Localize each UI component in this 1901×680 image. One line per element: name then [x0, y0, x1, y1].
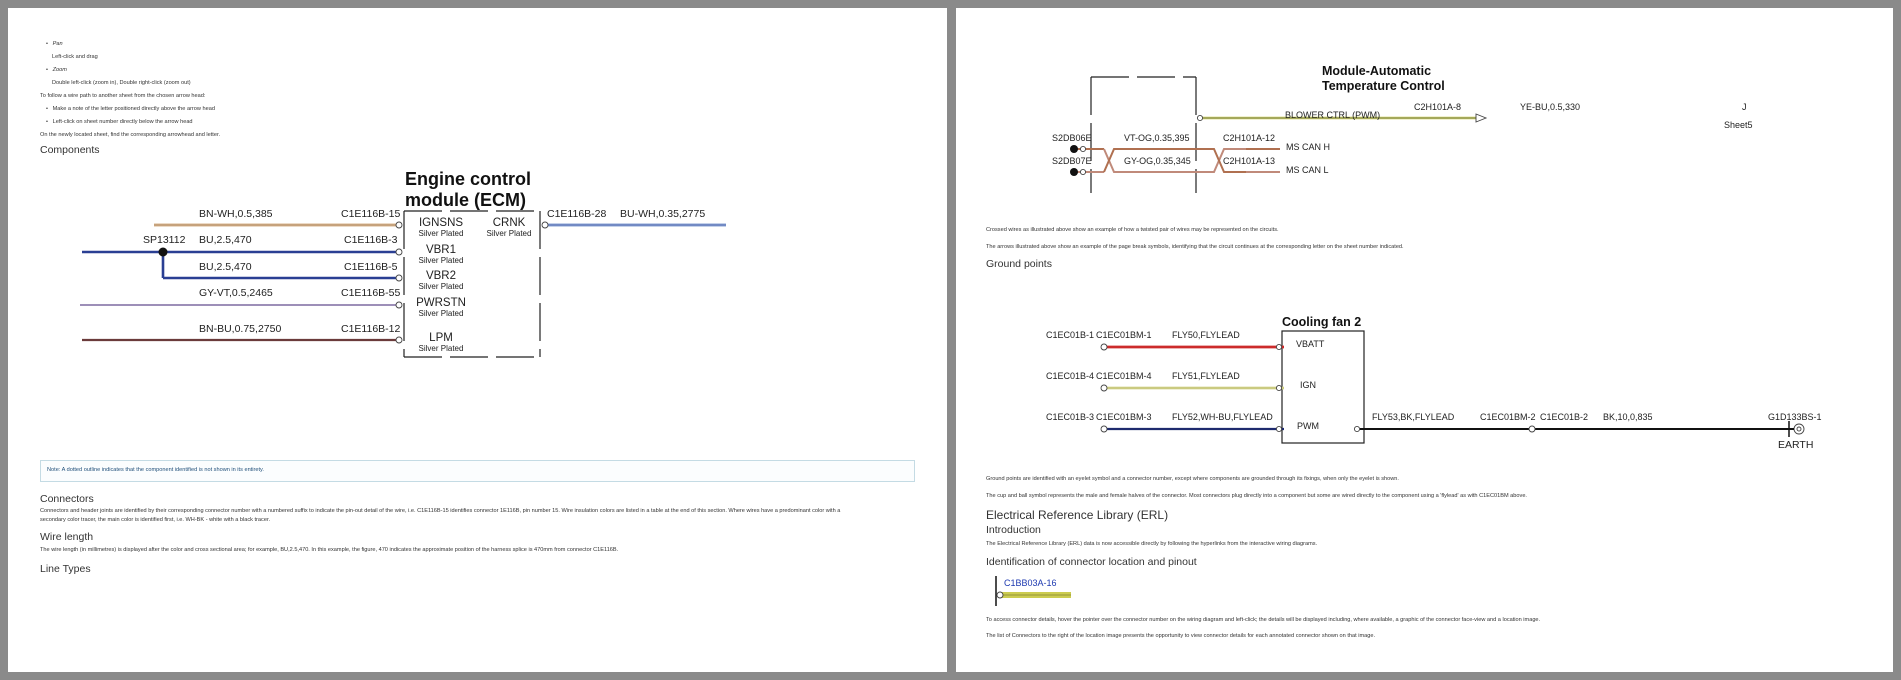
wire-label: GY-OG,0.35,345	[1124, 156, 1191, 166]
connector-label[interactable]: C1E116B-12	[341, 323, 401, 335]
pin-vbr1: VBR1 Silver Plated	[418, 244, 464, 265]
pin-vbr2: VBR2 Silver Plated	[418, 270, 464, 291]
pin-ms-can-l: MS CAN L	[1286, 165, 1329, 175]
line-types-heading: Line Types	[40, 563, 91, 575]
introduction-text: The Electrical Reference Library (ERL) data is now accessible directly by following the hyperlinks from the interactive wiring diagrams.	[986, 541, 1318, 547]
splice-label: S2DB06E	[1052, 133, 1092, 143]
follow-step-2: • Left-click on sheet number directly below the arrow head	[46, 119, 193, 125]
pin-ignsns: IGNSNS Silver Plated	[418, 217, 464, 238]
wire-label: FLY53,BK,FLYLEAD	[1372, 412, 1455, 422]
pin-ms-can-h: MS CAN H	[1286, 142, 1331, 152]
connector-label[interactable]: C1EC01BM-4	[1096, 371, 1152, 381]
connector-label[interactable]: C1E116B-15	[341, 208, 401, 220]
wire-label: GY-VT,0.5,2465	[199, 287, 273, 299]
wire-label: FLY50,FLYLEAD	[1172, 330, 1240, 340]
ground-text-1: Ground points are identified with an eyelet symbol and a connector number, except where components are grounded through its fixings, when only the eyelet is shown.	[986, 476, 1399, 482]
connector-label[interactable]: C2H101A-8	[1414, 102, 1462, 112]
connectors-heading: Connectors	[40, 493, 94, 505]
splice-label: SP13112	[143, 234, 186, 246]
pin-pwrstn: PWRSTN Silver Plated	[416, 297, 466, 318]
pin-vbatt: VBATT	[1296, 339, 1325, 349]
bullet-zoom: • Zoom	[46, 67, 67, 73]
connector-hyperlink[interactable]: C1BB03A-16	[1004, 578, 1057, 588]
erl-heading: Electrical Reference Library (ERL)	[986, 508, 1169, 522]
connectors-text-2: secondary color tracer, the main color is identified first, i.e. WH-BK - white with a black tracer.	[40, 517, 271, 523]
atc-module-title: Module-Automatic Temperature Control	[1322, 64, 1445, 93]
wire-label: FLY52,WH-BU,FLYLEAD	[1172, 412, 1273, 422]
introduction-heading: Introduction	[986, 524, 1041, 536]
page-break-arrow	[1476, 114, 1486, 122]
connector-label[interactable]: G1D133BS-1	[1768, 412, 1822, 422]
connector-label[interactable]: C1E116B-3	[344, 234, 398, 246]
connectors-text-1: Connectors and header joints are identified by their corresponding connector number with a numbered suffix to indicate the pin-out detail of the wire, i.e. C1E116B-15 identifies connector 1E116B, pin number 15. Wire insulation colors are listed in a table at the end of this section. Where wires have a predominant color with a	[40, 508, 841, 514]
ecm-title: Engine control module (ECM)	[405, 169, 531, 210]
components-heading: Components	[40, 144, 100, 156]
pin-pwm: PWM	[1297, 421, 1319, 431]
right-document-page	[956, 8, 1893, 672]
connector-label[interactable]: C2H101A-13	[1223, 156, 1276, 166]
earth-label: EARTH	[1778, 439, 1814, 451]
connector-label[interactable]: C1EC01BM-1	[1096, 330, 1152, 340]
arrows-text: The arrows illustrated above show an example of the page break symbols, identifying that the circuit continues at the corresponding letter on the sheet number indicated.	[986, 244, 1404, 250]
pin-ign: IGN	[1300, 380, 1317, 390]
wire-label: BU-WH,0.35,2775	[620, 208, 706, 220]
zoom-description: Double left-click (zoom in), Double right-click (zoom out)	[52, 80, 191, 86]
connector-label[interactable]: C1EC01B-2	[1540, 412, 1589, 422]
connector-label[interactable]: C1EC01B-1	[1046, 330, 1095, 340]
wire-label: YE-BU,0.5,330	[1520, 102, 1581, 112]
list-text: The list of Connectors to the right of the location image presents the opportunity to view connector details for each annotated connector shown on that image.	[986, 633, 1375, 639]
wire-length-text: The wire length (in millimetres) is displayed after the color and cross sectional area; for example, BU,2.5,470. In this example, the figure, 470 indicates the approximate position of the harness splice is 470mm from connector C1E116B.	[40, 547, 619, 553]
wire-label: VT-OG,0.35,395	[1124, 133, 1190, 143]
wire-label: BU,2.5,470	[199, 261, 252, 273]
cooling-fan-title: Cooling fan 2	[1282, 315, 1362, 329]
wire-label: BK,10,0,835	[1603, 412, 1653, 422]
wire-length-heading: Wire length	[40, 531, 94, 543]
left-document-page	[8, 8, 947, 672]
wire-label: BU,2.5,470	[199, 234, 252, 246]
wire-label: BN-BU,0.75,2750	[199, 323, 282, 335]
splice-label: S2DB07E	[1052, 156, 1092, 166]
pin-lpm: LPM Silver Plated	[418, 332, 464, 353]
follow-intro: To follow a wire path to another sheet from the chosen arrow head:	[40, 93, 206, 99]
pin-blower-ctrl: BLOWER CTRL (PWM)	[1285, 110, 1381, 120]
page-letter: J	[1742, 102, 1747, 112]
sheet-link[interactable]: Sheet5	[1724, 120, 1753, 130]
connector-label[interactable]: C1E116B-55	[341, 287, 401, 299]
ecm-diagram	[8, 8, 947, 672]
connector-label[interactable]: C1E116B-5	[344, 261, 398, 273]
connector-label[interactable]: C1E116B-28	[547, 208, 607, 220]
connector-label[interactable]: C1EC01BM-2	[1480, 412, 1536, 422]
crossed-wires-text: Crossed wires as illustrated above show an example of how a twisted pair of wires may be represented on the circuits.	[986, 227, 1279, 233]
ground-text-2: The cup and ball symbol represents the male and female halves of the connector. Most connectors plug directly into a component but some are wired directly to the component using a 'flylead' as with C1EC01BM above.	[986, 493, 1527, 499]
follow-end: On the newly located sheet, find the corresponding arrowhead and letter.	[40, 132, 221, 138]
access-text: To access connector details, hover the pointer over the connector number on the wiring diagram and left-click; the details will be displayed including, where available, a graphic of the connector face-view and a location image.	[986, 617, 1541, 623]
pin-crnk: CRNK Silver Plated	[486, 217, 532, 238]
pan-description: Left-click and drag	[52, 54, 98, 60]
dotted-outline-note: Note: A dotted outline indicates that the component identified is not shown in its entirety.	[40, 460, 915, 482]
bullet-pan: • Pan	[46, 41, 63, 47]
connector-label[interactable]: C1EC01B-3	[1046, 412, 1095, 422]
follow-step-1: • Make a note of the letter positioned directly above the arrow head	[46, 106, 215, 112]
identification-heading: Identification of connector location and pinout	[986, 556, 1197, 568]
connector-label[interactable]: C1EC01B-4	[1046, 371, 1095, 381]
splice-dot	[159, 248, 168, 257]
wire-label: BN-WH,0.5,385	[199, 208, 273, 220]
connector-label[interactable]: C1EC01BM-3	[1096, 412, 1152, 422]
wire-label: FLY51,FLYLEAD	[1172, 371, 1240, 381]
connector-label[interactable]: C2H101A-12	[1223, 133, 1276, 143]
ground-points-heading: Ground points	[986, 258, 1052, 270]
